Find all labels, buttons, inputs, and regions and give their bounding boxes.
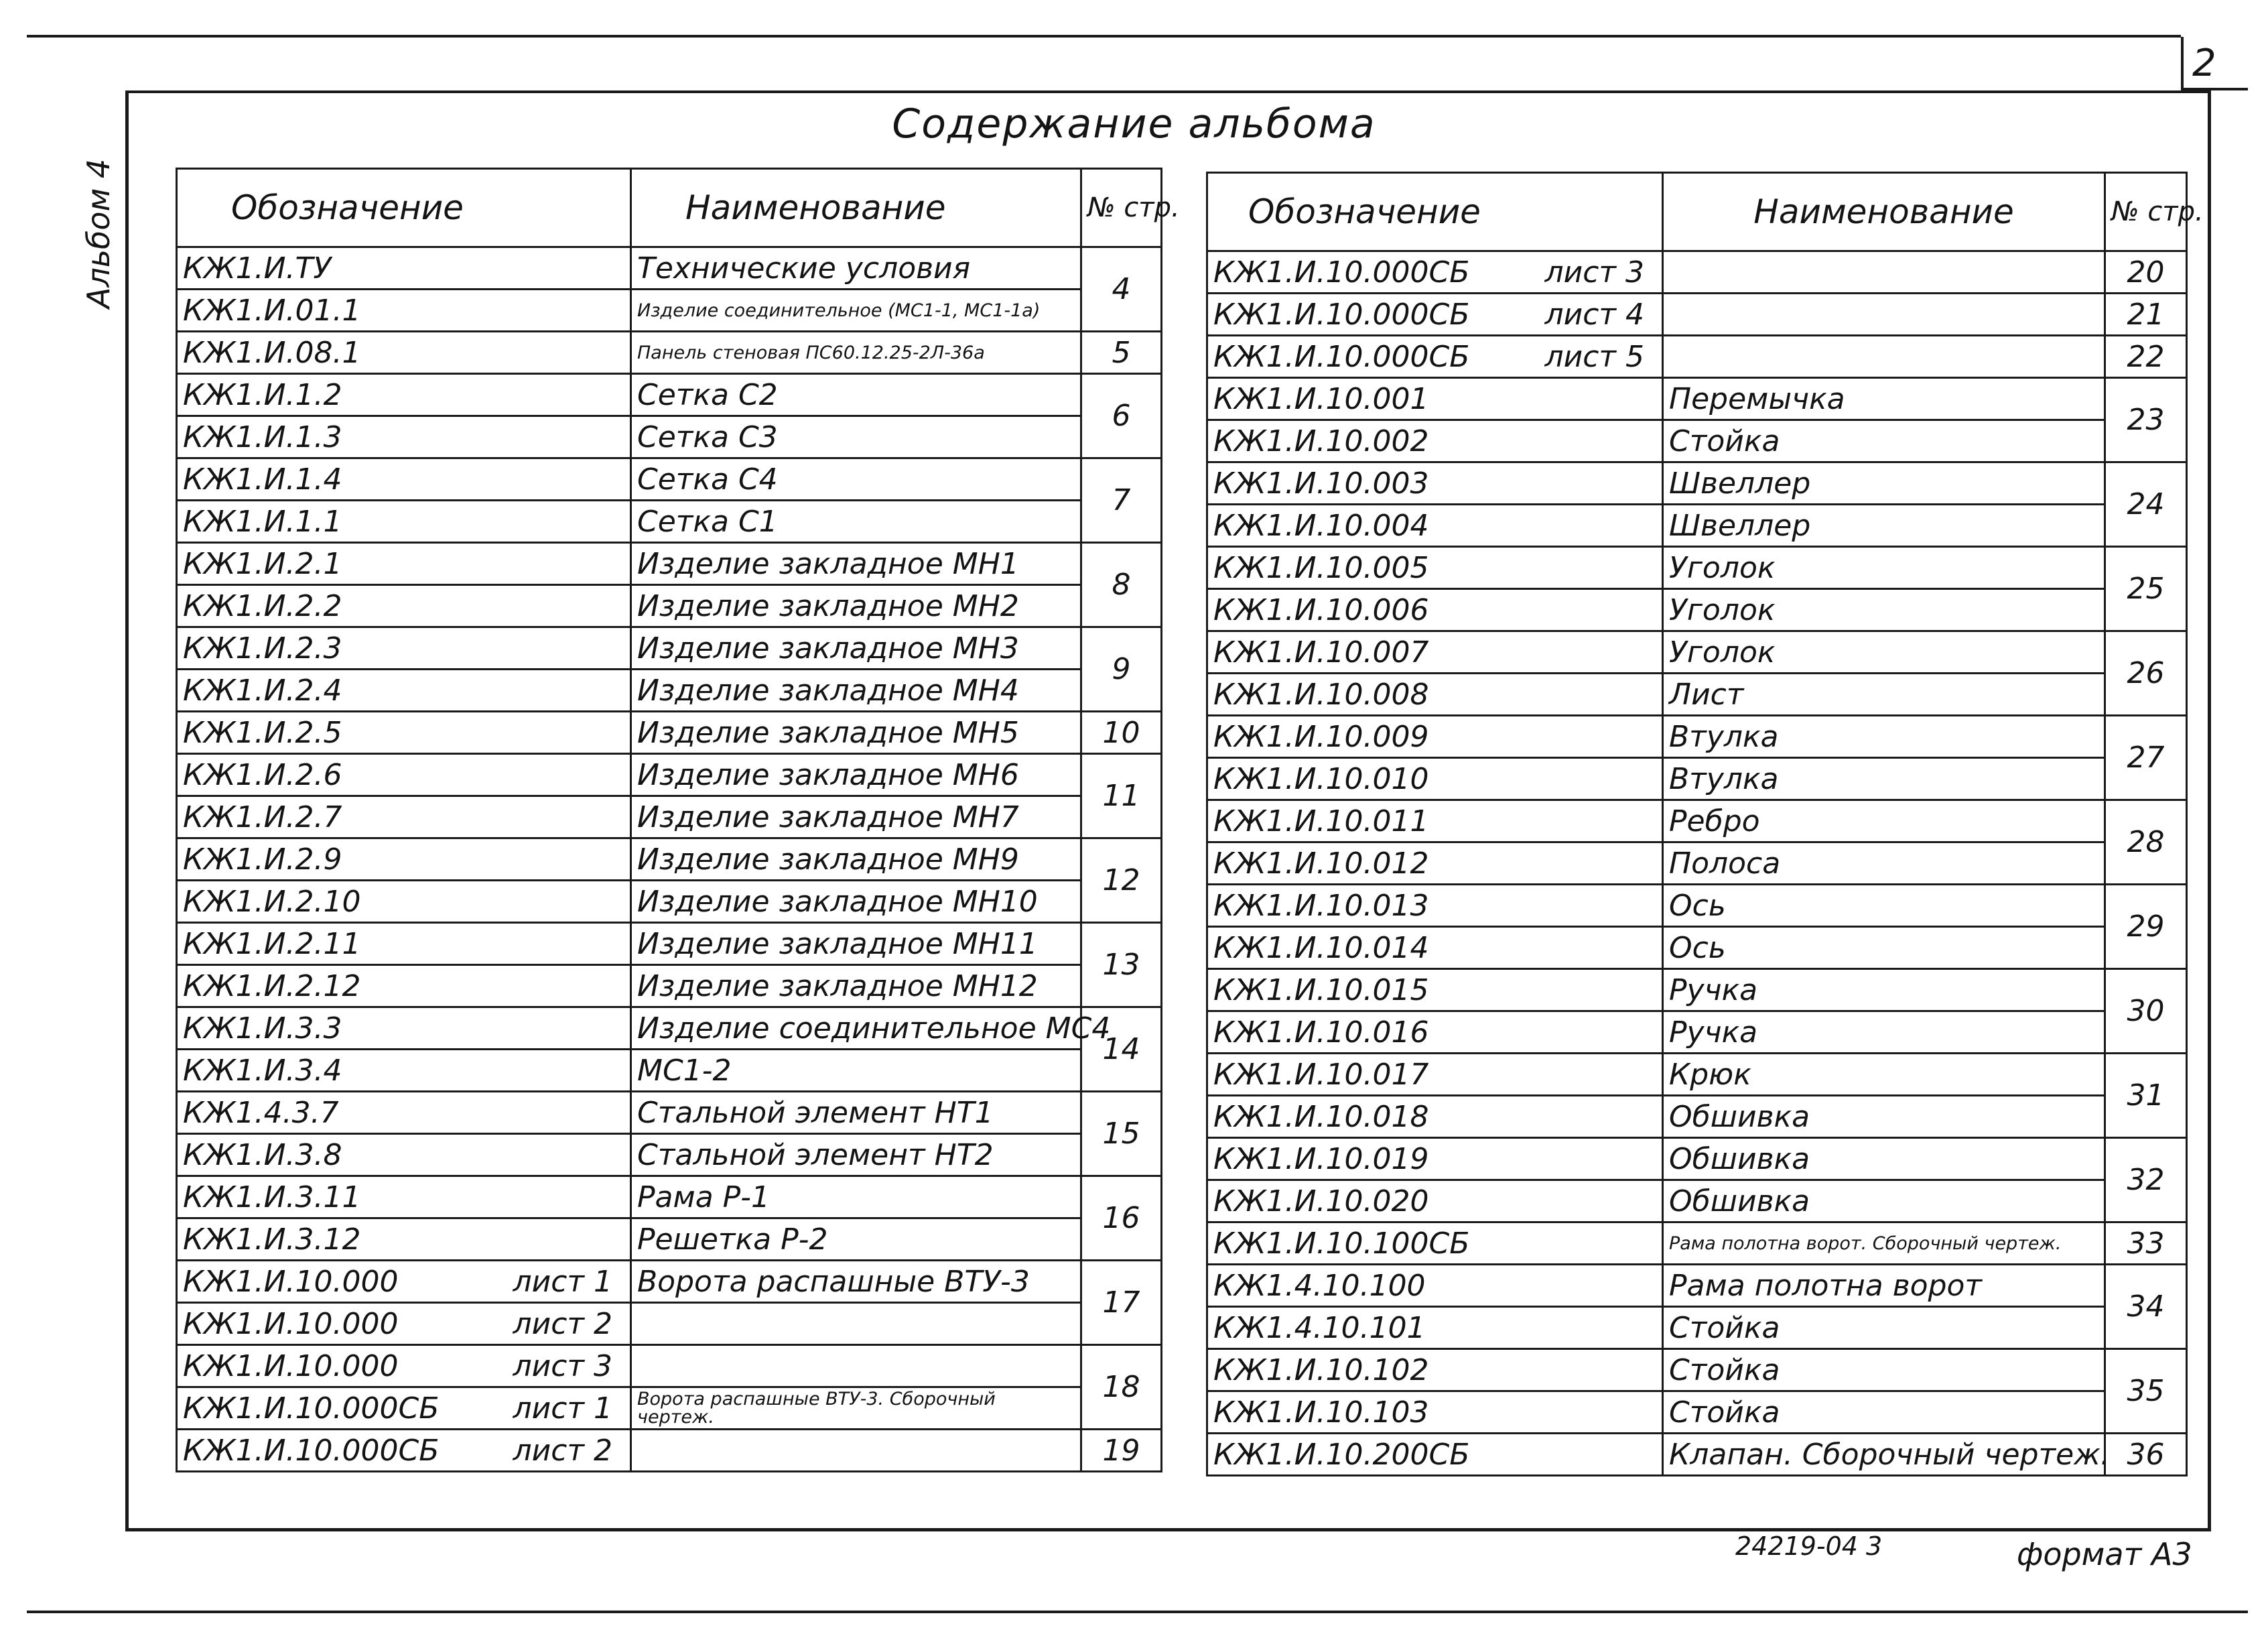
row-page: 28 xyxy=(2105,800,2187,885)
row-name: Обшивка xyxy=(1663,1138,2105,1180)
row-code: КЖ1.И.10.005 xyxy=(1207,547,1663,589)
header-name: Наименование xyxy=(631,169,1081,247)
table-row xyxy=(1207,800,2187,842)
row-page: 34 xyxy=(2105,1265,2187,1349)
table-header-row xyxy=(177,169,1162,247)
row-code: КЖ1.И.3.8 xyxy=(177,1134,631,1176)
row-code: КЖ1.И.3.4 xyxy=(177,1050,631,1092)
header-designation: Обозначение xyxy=(177,169,631,247)
table-row xyxy=(177,754,1162,796)
row-name: Крюк xyxy=(1663,1054,2105,1096)
row-page: 27 xyxy=(2105,716,2187,800)
row-name: Перемычка xyxy=(1663,378,2105,420)
row-code: КЖ1.И.10.001 xyxy=(1207,378,1663,420)
row-name: Рама полотна ворот. Сборочный чертеж. xyxy=(1663,1222,2105,1265)
row-code: КЖ1.И.ТУ xyxy=(177,247,631,290)
table-row xyxy=(1207,674,2187,716)
table-row xyxy=(1207,547,2187,589)
row-page: 18 xyxy=(1081,1345,1162,1430)
row-code: КЖ1.И.10.103 xyxy=(1207,1391,1663,1434)
row-name: Стойка xyxy=(1663,1391,2105,1434)
row-name: Технические условия xyxy=(631,247,1081,290)
table-row xyxy=(1207,420,2187,462)
row-code: КЖ1.И.2.5 xyxy=(177,712,631,754)
row-code: КЖ1.И.2.2 xyxy=(177,585,631,627)
table-row xyxy=(177,881,1162,923)
table-row xyxy=(1207,842,2187,885)
row-name: Изделие закладное МН11 xyxy=(631,923,1081,965)
table-row xyxy=(1207,1138,2187,1180)
row-page: 5 xyxy=(1081,332,1162,374)
row-code: КЖ1.И.2.1 xyxy=(177,543,631,585)
table-row xyxy=(177,585,1162,627)
table-row xyxy=(1207,1391,2187,1434)
row-code: КЖ1.И.2.12 xyxy=(177,965,631,1007)
row-name: Втулка xyxy=(1663,758,2105,800)
row-page: 8 xyxy=(1081,543,1162,627)
row-sheet: лист 3 xyxy=(1544,255,1644,290)
row-name: Сетка С4 xyxy=(631,458,1081,501)
table-row xyxy=(1207,1011,2187,1054)
row-name: Ось xyxy=(1663,885,2105,927)
row-code: КЖ1.И.2.4 xyxy=(177,670,631,712)
row-page: 23 xyxy=(2105,378,2187,462)
row-code: КЖ1.И.10.007 xyxy=(1207,631,1663,674)
table-row xyxy=(1207,758,2187,800)
row-page: 16 xyxy=(1081,1176,1162,1261)
row-code: КЖ1.И.10.015 xyxy=(1207,969,1663,1011)
row-page: 15 xyxy=(1081,1092,1162,1176)
table-row xyxy=(1207,969,2187,1011)
row-name: Стальной элемент НТ2 xyxy=(631,1134,1081,1176)
row-page: 25 xyxy=(2105,547,2187,631)
row-code: КЖ1.И.2.10 xyxy=(177,881,631,923)
row-code: КЖ1.4.10.101 xyxy=(1207,1307,1663,1349)
row-name: Изделие закладное МН12 xyxy=(631,965,1081,1007)
table-row xyxy=(1207,1349,2187,1391)
table-row xyxy=(177,458,1162,501)
row-name: Стойка xyxy=(1663,420,2105,462)
row-code: КЖ1.И.10.006 xyxy=(1207,589,1663,631)
row-name xyxy=(1663,251,2105,294)
row-code: КЖ1.4.3.7 xyxy=(177,1092,631,1134)
header-name: Наименование xyxy=(1663,173,2105,251)
table-row xyxy=(177,1261,1162,1303)
row-page: 6 xyxy=(1081,374,1162,458)
row-code: КЖ1.И.2.7 xyxy=(177,796,631,838)
bottom-rule xyxy=(27,1611,2248,1613)
row-page: 19 xyxy=(1081,1430,1162,1472)
table-row xyxy=(177,1430,1162,1472)
row-name: Уголок xyxy=(1663,589,2105,631)
table-row xyxy=(177,501,1162,543)
table-row xyxy=(177,627,1162,670)
table-row xyxy=(1207,1434,2187,1476)
table-row xyxy=(1207,1096,2187,1138)
table-row xyxy=(177,712,1162,754)
row-page: 7 xyxy=(1081,458,1162,543)
row-sheet: лист 1 xyxy=(513,1264,612,1299)
table-row xyxy=(1207,1307,2187,1349)
table-row xyxy=(177,247,1162,290)
row-sheet: лист 3 xyxy=(513,1348,612,1383)
row-page: 9 xyxy=(1081,627,1162,712)
row-name: Изделие соединительное (МС1-1, МС1-1а) xyxy=(631,290,1081,332)
row-name: Стальной элемент НТ1 xyxy=(631,1092,1081,1134)
table-row xyxy=(177,796,1162,838)
row-code: КЖ1.И.1.3 xyxy=(177,416,631,458)
contents-table-right xyxy=(1206,172,2204,1476)
header-page: № стр. xyxy=(1081,169,1162,247)
top-rule xyxy=(27,35,2181,38)
row-name: Ручка xyxy=(1663,1011,2105,1054)
table-row xyxy=(1207,336,2187,378)
row-sheet: лист 5 xyxy=(1544,339,1644,374)
row-sheet: лист 2 xyxy=(513,1433,612,1468)
row-page: 20 xyxy=(2105,251,2187,294)
row-name: Втулка xyxy=(1663,716,2105,758)
row-code: КЖ1.И.2.3 xyxy=(177,627,631,670)
table-row xyxy=(177,332,1162,374)
row-name: Панель стеновая ПС60.12.25-2Л-36а xyxy=(631,332,1081,374)
row-code: КЖ1.И.10.000 лист 2 xyxy=(177,1303,631,1345)
table-row xyxy=(1207,462,2187,505)
row-code: КЖ1.И.01.1 xyxy=(177,290,631,332)
row-sheet: лист 1 xyxy=(513,1391,612,1426)
row-page: 26 xyxy=(2105,631,2187,716)
table-row xyxy=(177,1092,1162,1134)
row-page: 11 xyxy=(1081,754,1162,838)
row-name: Обшивка xyxy=(1663,1180,2105,1222)
row-name: Сетка С3 xyxy=(631,416,1081,458)
row-page: 13 xyxy=(1081,923,1162,1007)
row-code: КЖ1.И.10.010 xyxy=(1207,758,1663,800)
row-code: КЖ1.И.10.020 xyxy=(1207,1180,1663,1222)
table-row xyxy=(1207,378,2187,420)
row-code: КЖ1.И.3.11 xyxy=(177,1176,631,1218)
row-code: КЖ1.И.10.004 xyxy=(1207,505,1663,547)
table-row xyxy=(1207,1222,2187,1265)
table-row xyxy=(1207,505,2187,547)
row-code: КЖ1.И.3.12 xyxy=(177,1218,631,1261)
row-code: КЖ1.И.10.014 xyxy=(1207,927,1663,969)
row-code: КЖ1.И.10.008 xyxy=(1207,674,1663,716)
row-name: Изделие закладное МН5 xyxy=(631,712,1081,754)
row-page: 30 xyxy=(2105,969,2187,1054)
row-name: Изделие закладное МН6 xyxy=(631,754,1081,796)
row-page: 10 xyxy=(1081,712,1162,754)
row-name: Изделие закладное МН10 xyxy=(631,881,1081,923)
header-page: № стр. xyxy=(2105,173,2187,251)
row-code: КЖ1.И.10.017 xyxy=(1207,1054,1663,1096)
row-name: Изделие закладное МН4 xyxy=(631,670,1081,712)
row-name xyxy=(631,1303,1081,1345)
document-code: 24219-04 3 xyxy=(1735,1531,1883,1561)
row-name: Сетка С2 xyxy=(631,374,1081,416)
row-name: Ребро xyxy=(1663,800,2105,842)
row-code: КЖ1.И.08.1 xyxy=(177,332,631,374)
row-name: Изделие закладное МН3 xyxy=(631,627,1081,670)
row-name: Сетка С1 xyxy=(631,501,1081,543)
row-code: КЖ1.И.10.011 xyxy=(1207,800,1663,842)
table-row xyxy=(1207,716,2187,758)
row-name: Ось xyxy=(1663,927,2105,969)
row-page: 29 xyxy=(2105,885,2187,969)
table-row xyxy=(1207,1054,2187,1096)
row-page: 33 xyxy=(2105,1222,2187,1265)
row-code: КЖ1.И.2.9 xyxy=(177,838,631,881)
header-designation: Обозначение xyxy=(1207,173,1663,251)
row-code: КЖ1.И.10.000СБ лист 4 xyxy=(1207,294,1663,336)
table-row xyxy=(177,1176,1162,1218)
row-code: КЖ1.И.3.3 xyxy=(177,1007,631,1050)
row-code: КЖ1.И.10.000СБ лист 3 xyxy=(1207,251,1663,294)
row-sheet: лист 2 xyxy=(513,1306,612,1341)
row-code: КЖ1.И.10.000СБ лист 5 xyxy=(1207,336,1663,378)
album-label: Альбом 4 xyxy=(80,158,117,308)
row-name: Стойка xyxy=(1663,1307,2105,1349)
row-name: МС1-2 xyxy=(631,1050,1081,1092)
row-name: Изделие закладное МН2 xyxy=(631,585,1081,627)
row-name xyxy=(1663,294,2105,336)
row-code: КЖ1.И.10.002 xyxy=(1207,420,1663,462)
row-code: КЖ1.И.10.000СБ лист 1 xyxy=(177,1387,631,1430)
row-page: 32 xyxy=(2105,1138,2187,1222)
table-row xyxy=(1207,589,2187,631)
row-name: Полоса xyxy=(1663,842,2105,885)
row-name: Рама полотна ворот xyxy=(1663,1265,2105,1307)
row-code: КЖ1.И.10.018 xyxy=(1207,1096,1663,1138)
row-page: 4 xyxy=(1081,247,1162,332)
row-name: Обшивка xyxy=(1663,1096,2105,1138)
table-row xyxy=(177,290,1162,332)
table-row xyxy=(177,923,1162,965)
row-code: КЖ1.И.10.000СБ лист 2 xyxy=(177,1430,631,1472)
row-name xyxy=(631,1345,1081,1387)
row-name: Ручка xyxy=(1663,969,2105,1011)
row-code: КЖ1.И.1.4 xyxy=(177,458,631,501)
table-row xyxy=(177,1303,1162,1345)
row-name: Уголок xyxy=(1663,631,2105,674)
table-row xyxy=(1207,631,2187,674)
row-page: 12 xyxy=(1081,838,1162,923)
row-name: Швеллер xyxy=(1663,462,2105,505)
table-row xyxy=(177,1387,1162,1430)
page-title: Содержание альбома xyxy=(892,101,1376,147)
row-code: КЖ1.И.10.012 xyxy=(1207,842,1663,885)
row-code: КЖ1.И.2.6 xyxy=(177,754,631,796)
row-name: Ворота распашные ВТУ-3. Сборочный чертеж. xyxy=(631,1387,1081,1430)
row-page: 35 xyxy=(2105,1349,2187,1434)
row-code: КЖ1.4.10.100 xyxy=(1207,1265,1663,1307)
table-header-row xyxy=(1207,173,2187,251)
row-page: 22 xyxy=(2105,336,2187,378)
row-name: Ворота распашные ВТУ-3 xyxy=(631,1261,1081,1303)
table-row xyxy=(1207,1180,2187,1222)
table-row xyxy=(1207,885,2187,927)
row-code: КЖ1.И.10.013 xyxy=(1207,885,1663,927)
table-row xyxy=(1207,927,2187,969)
row-name: Уголок xyxy=(1663,547,2105,589)
table-row xyxy=(177,670,1162,712)
page-number: 2 xyxy=(2192,42,2216,85)
row-name xyxy=(631,1430,1081,1472)
table-row xyxy=(177,1345,1162,1387)
table-row xyxy=(177,543,1162,585)
table-row xyxy=(1207,1265,2187,1307)
row-page: 31 xyxy=(2105,1054,2187,1138)
row-page: 21 xyxy=(2105,294,2187,336)
row-code: КЖ1.И.10.000 лист 1 xyxy=(177,1261,631,1303)
row-name: Изделие закладное МН9 xyxy=(631,838,1081,881)
table-row xyxy=(177,374,1162,416)
row-page: 24 xyxy=(2105,462,2187,547)
table-row xyxy=(177,1050,1162,1092)
row-code: КЖ1.И.1.1 xyxy=(177,501,631,543)
row-page: 36 xyxy=(2105,1434,2187,1476)
row-code: КЖ1.И.10.019 xyxy=(1207,1138,1663,1180)
row-code: КЖ1.И.10.000 лист 3 xyxy=(177,1345,631,1387)
row-name: Изделие соединительное МС4 xyxy=(631,1007,1081,1050)
row-name: Клапан. Сборочный чертеж. xyxy=(1663,1434,2105,1476)
contents-table-left xyxy=(176,168,1180,1472)
row-code: КЖ1.И.1.2 xyxy=(177,374,631,416)
row-name: Стойка xyxy=(1663,1349,2105,1391)
row-name xyxy=(1663,336,2105,378)
row-code: КЖ1.И.10.100СБ xyxy=(1207,1222,1663,1265)
row-name: Решетка Р-2 xyxy=(631,1218,1081,1261)
row-code: КЖ1.И.10.016 xyxy=(1207,1011,1663,1054)
table-row xyxy=(177,416,1162,458)
row-code: КЖ1.И.10.009 xyxy=(1207,716,1663,758)
row-code: КЖ1.И.10.200СБ xyxy=(1207,1434,1663,1476)
row-name: Изделие закладное МН1 xyxy=(631,543,1081,585)
table-row xyxy=(177,1134,1162,1176)
table-row xyxy=(177,838,1162,881)
table-row xyxy=(1207,294,2187,336)
table-row xyxy=(177,965,1162,1007)
row-sheet: лист 4 xyxy=(1544,297,1644,332)
row-page: 14 xyxy=(1081,1007,1162,1092)
row-code: КЖ1.И.2.11 xyxy=(177,923,631,965)
row-name: Швеллер xyxy=(1663,505,2105,547)
sheet-format: формат А3 xyxy=(2017,1536,2192,1572)
row-code: КЖ1.И.10.102 xyxy=(1207,1349,1663,1391)
row-code: КЖ1.И.10.003 xyxy=(1207,462,1663,505)
row-name: Рама Р-1 xyxy=(631,1176,1081,1218)
table-row xyxy=(1207,251,2187,294)
row-name: Лист xyxy=(1663,674,2105,716)
table-row xyxy=(177,1218,1162,1261)
row-name: Изделие закладное МН7 xyxy=(631,796,1081,838)
row-page: 17 xyxy=(1081,1261,1162,1345)
table-row xyxy=(177,1007,1162,1050)
